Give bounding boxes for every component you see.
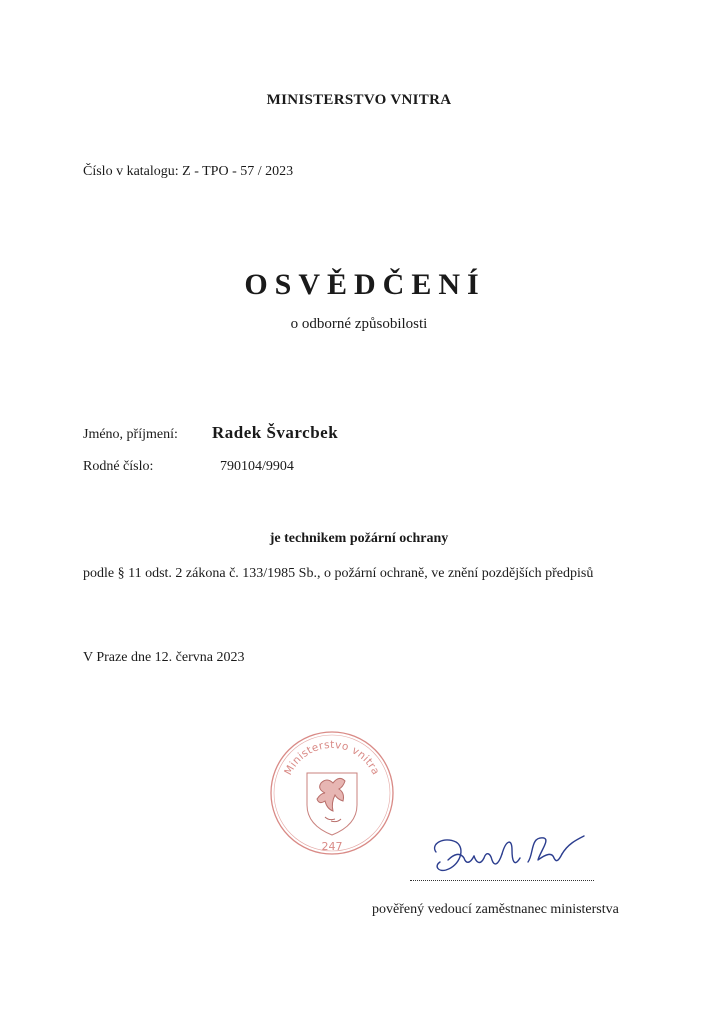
legal-basis: podle § 11 odst. 2 zákona č. 133/1985 Sb., o požární ochraně, ve znění pozdějších předpisů — [83, 566, 594, 581]
holder-name: Radek Švarcbek — [212, 423, 339, 442]
signatory-title: pověřený vedoucí zaměstnanec ministerstva — [372, 902, 619, 917]
place-and-date: V Praze dne 12. června 2023 — [83, 650, 245, 665]
birth-number-value: 790104/9904 — [220, 459, 294, 474]
stamp-text: Ministerstvo vnitra — [282, 738, 382, 778]
signature-line — [410, 880, 594, 881]
lion-emblem-icon — [307, 773, 357, 835]
official-stamp — [269, 725, 395, 861]
certificate-title: OSVĚDČENÍ — [244, 268, 486, 301]
stamp-number: 247 — [321, 840, 343, 853]
catalog-number: Číslo v katalogu: Z - TPO - 57 / 2023 — [83, 164, 294, 179]
certificate-subtitle: o odborné způsobilosti — [290, 316, 428, 332]
name-label: Jméno, příjmení: — [83, 427, 178, 442]
ministry-heading: MINISTERSTVO VNITRA — [266, 92, 452, 108]
qualification-statement: je technikem požární ochrany — [269, 531, 449, 546]
birth-number-label: Rodné číslo: — [83, 459, 154, 474]
handwritten-signature — [420, 822, 600, 882]
